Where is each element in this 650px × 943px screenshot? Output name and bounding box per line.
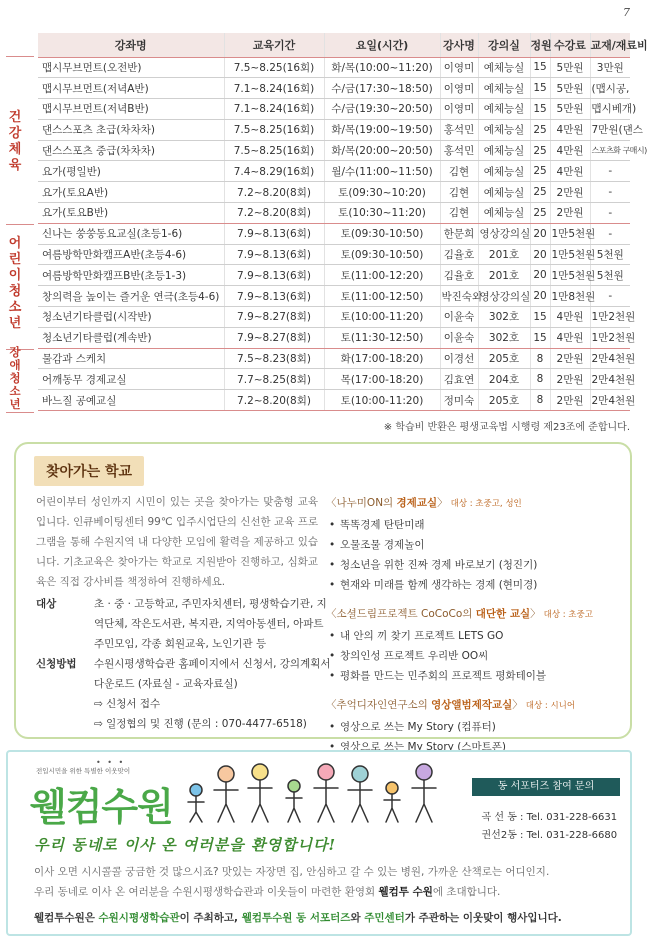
table-cell: 2만원 xyxy=(550,369,590,390)
table-row xyxy=(38,390,630,411)
table-cell: 예체능실 xyxy=(478,99,530,120)
table-cell: 302호 xyxy=(478,307,530,328)
table-cell: 이윤숙 xyxy=(440,327,478,348)
bottom-text: 와 xyxy=(350,912,365,924)
table-cell: 토(11:00-12:20) xyxy=(324,265,440,286)
table-cell: 25 xyxy=(530,182,550,203)
table-row xyxy=(38,265,630,286)
inquiry-label: 곡 선 동 xyxy=(481,812,517,823)
table-cell: 5천원 xyxy=(590,265,630,286)
bottom-highlight: 수원시평생학습관 xyxy=(98,912,180,924)
list-item: • 똑똑경제 탄탄미래 xyxy=(326,515,626,535)
table-cell: 20 xyxy=(530,244,550,265)
table-cell: 예체능실 xyxy=(478,57,530,78)
table-cell: 토(10:00-11:20) xyxy=(324,307,440,328)
column-header: 교재/재료비 xyxy=(590,33,630,57)
table-cell: 4만원 xyxy=(550,119,590,140)
table-cell: 7.9~8.13(6회) xyxy=(224,244,324,265)
table-cell: 2만원 xyxy=(550,182,590,203)
table-row xyxy=(38,203,630,224)
page-number: 7 xyxy=(623,6,630,19)
bottom-highlight: 주민센터 xyxy=(364,912,405,924)
table-row xyxy=(38,307,630,328)
table-cell: 김율호 xyxy=(440,244,478,265)
table-cell: 25 xyxy=(530,161,550,182)
table-row xyxy=(38,161,630,182)
table-cell: 7.1~8.24(16회) xyxy=(224,99,324,120)
list-item: • 창의인성 프로젝트 우리반 OO씨 xyxy=(326,646,626,666)
table-cell: 김현 xyxy=(440,203,478,224)
table-cell: 7.5~8.25(16회) xyxy=(224,140,324,161)
table-cell: 토(10:00-11:20) xyxy=(324,390,440,411)
bottom-text: 웰컴투수원은 xyxy=(34,912,99,924)
table-row xyxy=(38,348,630,369)
desc-line xyxy=(34,882,614,902)
table-row xyxy=(38,244,630,265)
desc-highlight: 웰컴투 수원 xyxy=(378,886,433,898)
table-body xyxy=(38,57,647,411)
table-cell: 맵시무브먼트(저녁A반) xyxy=(38,78,224,99)
table-cell: 7.9~8.13(6회) xyxy=(224,223,324,244)
group-label-text: 장 애 청 소 년 xyxy=(9,344,21,411)
table-cell: 바느질 공예교실 xyxy=(38,390,224,411)
welcome-logo: 웰컴수원 xyxy=(30,785,173,829)
table-cell: - xyxy=(590,286,630,307)
program-heading xyxy=(326,696,626,715)
column-header: 요일(시간) xyxy=(324,33,440,57)
desc-text: 에 초대합니다. xyxy=(432,886,501,898)
people-illustration xyxy=(176,760,456,826)
table-cell: 영상강의실 xyxy=(478,223,530,244)
program-name: 영상앨범제작교실 xyxy=(431,699,513,711)
table-row xyxy=(38,286,630,307)
table-cell: - xyxy=(590,203,630,224)
target-label: 대상 xyxy=(36,598,57,610)
program-org: 〈소셜드림프로젝트 CoCoCo의 xyxy=(326,608,476,620)
group-divider xyxy=(6,412,34,413)
table-cell: 창의력을 높이는 즐거운 연극(초등4-6) xyxy=(38,286,224,307)
table-cell: 청소년기타클럽(계속반) xyxy=(38,327,224,348)
table-cell: 20 xyxy=(530,286,550,307)
bottom-highlight: 웰컴투수원 동 서포터즈 xyxy=(241,912,351,924)
table-cell: 5만원 xyxy=(550,78,590,99)
group-divider xyxy=(6,56,34,57)
table-cell: 25 xyxy=(530,140,550,161)
table-row xyxy=(38,223,630,244)
table-cell: 1만5천원 xyxy=(550,223,590,244)
table-cell: 7.5~8.25(16회) xyxy=(224,57,324,78)
program-org: 〉 xyxy=(437,497,448,509)
program-list xyxy=(326,494,626,767)
table-cell: 여름방학만화캠프A반(초등4-6) xyxy=(38,244,224,265)
bottom-text: 이 주최하고, xyxy=(179,912,242,924)
table-cell: 25 xyxy=(530,119,550,140)
table-cell: 7.2~8.20(8회) xyxy=(224,182,324,203)
table-cell: 수/금(19:30~20:50) xyxy=(324,99,440,120)
table-cell: 여름방학만화캠프B반(초등1-3) xyxy=(38,265,224,286)
table-cell: 김현 xyxy=(440,161,478,182)
table-cell: 토(09:30-10:50) xyxy=(324,244,440,265)
table-cell: 20 xyxy=(530,265,550,286)
section-title: 찾아가는 학교 xyxy=(34,456,144,486)
table-cell: 토(11:00-12:50) xyxy=(324,286,440,307)
table-cell: 화(17:00-18:20) xyxy=(324,348,440,369)
welcome-tagline: 전입시민을 위한 특별한 이웃맞이 xyxy=(36,767,131,775)
program-items xyxy=(326,515,626,595)
table-row xyxy=(38,327,630,348)
table-cell: - xyxy=(590,161,630,182)
table-cell: 4만원 xyxy=(550,327,590,348)
program-org: 〈나누미ON의 xyxy=(326,497,397,509)
table-cell: 205호 xyxy=(478,390,530,411)
table-cell: 1만8천원 xyxy=(550,286,590,307)
table-cell: 7.4~8.29(16회) xyxy=(224,161,324,182)
target-value: 초 · 중 · 고등학교, 주민자치센터, 평생학습기관, 지역단체, 작은도서관, 복지관, 지역아동센터, 아파트 주민모임, 각종 회원교육, 노인기관 등 xyxy=(94,598,327,650)
table-cell: 2만4천원 xyxy=(590,390,630,411)
group-label-health xyxy=(4,98,26,186)
table-cell: 15 xyxy=(530,99,550,120)
welcome-description xyxy=(34,862,614,902)
footnote: ※ 학습비 반환은 평생교육법 시행령 제23조에 준합니다. xyxy=(383,422,630,433)
inquiry-title: 동 서포터즈 참여 문의 xyxy=(472,778,620,796)
group-label-text: 건 강 체 육 xyxy=(8,110,22,173)
column-header: 정원 xyxy=(530,33,550,57)
table-cell: 3만원 xyxy=(590,57,630,78)
apply-step: ⇨ 일정협의 및 진행 (문의 : 070-4477-6518) xyxy=(94,718,307,730)
table-cell: 205호 xyxy=(478,348,530,369)
table-cell: 이영미 xyxy=(440,57,478,78)
list-item: • 오물조물 경제놀이 xyxy=(326,535,626,555)
table-cell: 청소년기타클럽(시작반) xyxy=(38,307,224,328)
table-row xyxy=(38,78,630,99)
school-info xyxy=(36,594,336,734)
table-cell: 화/목(19:00~19:50) xyxy=(324,119,440,140)
program-audience: 대상 : 초중고, 성인 xyxy=(450,499,522,509)
table-cell: 이경선 xyxy=(440,348,478,369)
table-cell: 204호 xyxy=(478,369,530,390)
table-cell: 예체능실 xyxy=(478,161,530,182)
table-cell: 20 xyxy=(530,223,550,244)
table-cell: 김효연 xyxy=(440,369,478,390)
table-cell: 1만5천원 xyxy=(550,265,590,286)
table-cell: 예체능실 xyxy=(478,182,530,203)
table-row xyxy=(38,119,630,140)
list-item: • 현재와 미래를 함께 생각하는 경제 (현미경) xyxy=(326,575,626,595)
column-header: 강좌명 xyxy=(38,33,224,57)
table-row xyxy=(38,140,630,161)
table-cell: 25 xyxy=(530,203,550,224)
table-cell: 요가(토요A반) xyxy=(38,182,224,203)
table-cell: 7.7~8.25(8회) xyxy=(224,369,324,390)
table-cell: 7.5~8.23(8회) xyxy=(224,348,324,369)
apply-row xyxy=(36,654,336,694)
table-cell: 2만4천원 xyxy=(590,348,630,369)
table-cell: 4만원 xyxy=(550,161,590,182)
column-header: 강사명 xyxy=(440,33,478,57)
decorative-dots: • • • xyxy=(96,758,126,767)
table-cell: 화/목(20:00~20:50) xyxy=(324,140,440,161)
table-cell: 영상강의실 xyxy=(478,286,530,307)
table-header-row xyxy=(38,33,630,57)
target-row xyxy=(36,594,336,654)
list-item: • 내 안의 끼 찾기 프로젝트 LETS GO xyxy=(326,626,626,646)
table-cell: 한문희 xyxy=(440,223,478,244)
table-cell: 5만원 xyxy=(550,99,590,120)
table-row xyxy=(38,57,630,78)
table-cell: 댄스스포츠 중급(차차차) xyxy=(38,140,224,161)
table-cell: 15 xyxy=(530,307,550,328)
group-label-youth xyxy=(4,232,26,336)
table-cell: 토(09:30-10:50) xyxy=(324,223,440,244)
column-header: 교육기간 xyxy=(224,33,324,57)
table-cell: 어깨동무 경제교실 xyxy=(38,369,224,390)
table-cell: 4만원 xyxy=(550,140,590,161)
visiting-school-box xyxy=(14,442,632,753)
column-header: 수강료 xyxy=(550,33,590,57)
table-cell: 수/금(17:30~18:50) xyxy=(324,78,440,99)
table-cell: 화/목(10:00~11:20) xyxy=(324,57,440,78)
apply-step: ⇨ 신청서 접수 xyxy=(94,698,161,710)
inquiry-row xyxy=(472,808,620,823)
table-cell: - xyxy=(590,223,630,244)
table-cell: 5천원 xyxy=(590,244,630,265)
program-heading xyxy=(326,605,626,624)
table-cell: 홍석민 xyxy=(440,140,478,161)
table-cell: 302호 xyxy=(478,327,530,348)
table-cell: 2만원 xyxy=(550,348,590,369)
list-item: • 청소년을 위한 진짜 경제 바로보기 (청진기) xyxy=(326,555,626,575)
welcome-suwon-box xyxy=(6,750,632,936)
welcome-bottom-line xyxy=(34,910,562,925)
table-cell: 15 xyxy=(530,327,550,348)
table-cell: 홍석민 xyxy=(440,119,478,140)
table-cell: 5만원 xyxy=(550,57,590,78)
program-audience: 대상 : 초중고 xyxy=(543,610,593,620)
table-cell: 7.1~8.24(16회) xyxy=(224,78,324,99)
program-items xyxy=(326,626,626,686)
table-row xyxy=(38,369,630,390)
table-cell: 이영미 xyxy=(440,78,478,99)
table-cell: 7.9~8.27(8회) xyxy=(224,327,324,348)
table-cell: 2만원 xyxy=(550,390,590,411)
inquiry-label: 권선2동 xyxy=(481,830,517,841)
table-cell: 1만5천원 xyxy=(550,244,590,265)
program-heading xyxy=(326,494,626,513)
inquiry-phone: : Tel. 031-228-6631 xyxy=(520,812,618,823)
group-divider xyxy=(6,224,34,225)
table-cell: 201호 xyxy=(478,244,530,265)
program-org: 〉 xyxy=(530,608,541,620)
table-cell: 박진숙외 xyxy=(440,286,478,307)
table-cell: 예체능실 xyxy=(478,203,530,224)
table-cell: 8 xyxy=(530,390,550,411)
column-header: 강의실 xyxy=(478,33,530,57)
table-cell: 김율호 xyxy=(440,265,478,286)
apply-value: 수원시평생학습관 홈페이지에서 신청서, 강의계획서 다운로드 (자료실 - 교육자료실) xyxy=(94,658,331,690)
table-cell: 15 xyxy=(530,57,550,78)
table-cell: 토(10:30~11:20) xyxy=(324,203,440,224)
table-cell: 김현 xyxy=(440,182,478,203)
program-name: 대단한 교실 xyxy=(475,608,531,620)
bottom-text: 가 주관하는 이웃맞이 행사입니다. xyxy=(404,912,562,924)
table-cell: 정미숙 xyxy=(440,390,478,411)
table-cell: 7.5~8.25(16회) xyxy=(224,119,324,140)
welcome-headline: 우리 동네로 이사 온 여러분을 환영합니다! xyxy=(34,836,337,854)
desc-line: 이사 오면 시시콜콜 궁금한 것 많으시죠? 맛있는 자장면 집, 안심하고 갈 수 있는 병원, 가까운 산책로는 어디인지. xyxy=(34,866,550,878)
table-row xyxy=(38,182,630,203)
program-org: 〈추억디자인연구소의 xyxy=(326,699,432,711)
table-cell: 월/수(11:00~11:50) xyxy=(324,161,440,182)
table-cell: 7만원(댄스 xyxy=(590,119,630,140)
table-cell: 1만2천원 xyxy=(590,327,630,348)
table-cell: 토(11:30-12:50) xyxy=(324,327,440,348)
table-cell: 7.2~8.20(8회) xyxy=(224,203,324,224)
table-cell: 맵시베개) xyxy=(590,99,630,120)
program-name: 경제교실 xyxy=(396,497,438,509)
table-cell: 15 xyxy=(530,78,550,99)
program-org: 〉 xyxy=(512,699,523,711)
table-cell: 1만2천원 xyxy=(590,307,630,328)
table-cell: 8 xyxy=(530,348,550,369)
apply-label: 신청방법 xyxy=(36,658,77,670)
table-cell: 목(17:00-18:20) xyxy=(324,369,440,390)
table-cell: 요가(평일반) xyxy=(38,161,224,182)
table-cell: 예체능실 xyxy=(478,78,530,99)
table-cell: 요가(토요B반) xyxy=(38,203,224,224)
table-cell: 토(09:30~10:20) xyxy=(324,182,440,203)
table-cell: 맵시무브먼트(저녁B반) xyxy=(38,99,224,120)
list-item: • 영상으로 쓰는 My Story (컴퓨터) xyxy=(326,717,626,737)
table-cell: 댄스스포츠 초급(차차차) xyxy=(38,119,224,140)
table-cell: 스포츠화 구매시) xyxy=(590,140,630,161)
table-cell: 8 xyxy=(530,369,550,390)
list-item: • 평화를 만드는 민주회의 프로젝트 평화테이블 xyxy=(326,666,626,686)
table-cell: 7.9~8.27(8회) xyxy=(224,307,324,328)
inquiry-phone: : Tel. 031-228-6680 xyxy=(520,830,618,841)
list-item: • 영상으로 쓰는 My Story (스마트폰) xyxy=(326,737,626,757)
table-cell: 2만4천원 xyxy=(590,369,630,390)
table-cell: 신나는 쑹쑹동요교실(초등1-6) xyxy=(38,223,224,244)
table-row xyxy=(38,99,630,120)
table-cell: 7.9~8.13(6회) xyxy=(224,286,324,307)
table-cell: 2만원 xyxy=(550,203,590,224)
table-cell: 맵시무브먼트(오전반) xyxy=(38,57,224,78)
program-audience: 대상 : 시니어 xyxy=(525,701,576,711)
table-cell: - xyxy=(590,182,630,203)
desc-text: 우리 동네로 이사 온 여러분을 수원시평생학습관과 이웃들이 마련한 환영회 xyxy=(34,886,379,898)
school-intro: 어린이부터 성인까지 시민이 있는 곳을 찾아가는 맞춤형 교육입니다. 인큐베이팅센터 99℃ 입주시업단의 신선한 교육 프로그램을 통해 수원지역 내 다양한 모임에 활력을 제공하고 있습니다. 기초교육은 찾아가는 학교로 지원받아 진행하고, 심화교육은 직접 강사비를 책정하여 진행하세요. xyxy=(36,496,318,588)
course-table xyxy=(38,33,648,411)
table-cell: (맵시공, xyxy=(590,78,630,99)
group-label-text: 어 린 이 청 소 년 xyxy=(8,236,22,331)
table-cell: 이영미 xyxy=(440,99,478,120)
table-cell: 4만원 xyxy=(550,307,590,328)
table-cell: 이윤숙 xyxy=(440,307,478,328)
inquiry-row xyxy=(472,826,620,841)
table-cell: 예체능실 xyxy=(478,119,530,140)
table-cell: 201호 xyxy=(478,265,530,286)
table-cell: 7.2~8.20(8회) xyxy=(224,390,324,411)
table-cell: 예체능실 xyxy=(478,140,530,161)
table-cell: 7.9~8.13(6회) xyxy=(224,265,324,286)
group-label-disabled xyxy=(4,344,26,412)
table-cell: 물감과 스케치 xyxy=(38,348,224,369)
